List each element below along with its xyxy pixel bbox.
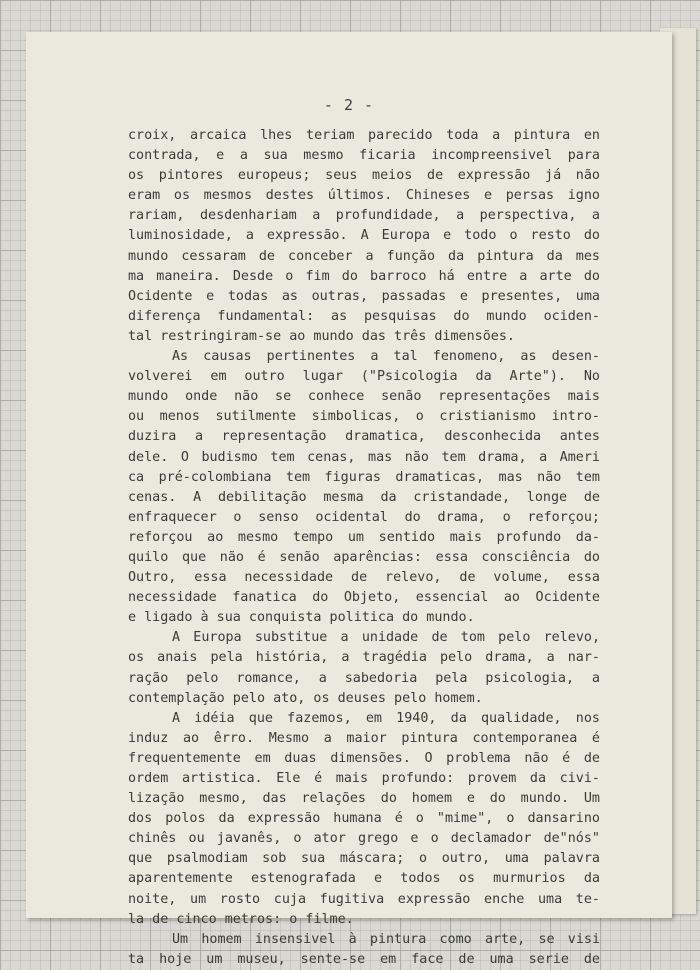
text-line: induz ao êrro. Mesmo a maior pintura contemporanea é — [128, 730, 600, 746]
text-line: croix, arcaica lhes teriam parecido toda a pintura en — [128, 128, 600, 143]
paragraph — [128, 709, 600, 930]
text-line: ração pelo romance, a sabedoria pela psicologia, a — [128, 670, 600, 686]
text-line: enfraquecer o senso ocidental do drama, o reforçou; — [128, 509, 600, 525]
text-line: ta hoje um museu, sente-se em face de uma serie de — [128, 951, 600, 967]
text-line: necessidade fanatica do Objeto, essencial ao Ocidente — [128, 590, 600, 606]
text-line: ca pré-colombiana tem figuras dramaticas, mas não tem — [128, 469, 600, 485]
text-line: A Europa substitue a unidade de tom pelo relevo, — [172, 630, 600, 646]
paragraph — [128, 347, 600, 628]
text-line: cenas. A debilitação mesma da cristandade, longe de — [128, 489, 600, 505]
text-line: mundo cessaram de conceber a função da pintura da mes — [128, 248, 600, 264]
text-line: dos polos da expressão humana é o "mime", o dansarino — [128, 811, 600, 827]
text-line: chinês ou javanês, o ator grego e o declamador de"nós" — [128, 831, 600, 847]
text-line: eram os mesmos destes últimos. Chineses e persas igno — [128, 188, 600, 204]
body-text — [128, 126, 600, 970]
text-line: A idéia que fazemos, em 1940, da qualidade, nos — [172, 710, 600, 726]
text-line: e ligado à sua conquista politica do mundo. — [128, 610, 475, 626]
text-line: reforçou ao mesmo tempo um sentido mais profundo da- — [128, 529, 600, 545]
text-line: quilo que não é senão aparências: essa consciência do — [128, 549, 600, 565]
text-line: mundo onde não se conhece senão representações mais — [128, 389, 600, 405]
text-line: diferença fundamental: as pesquisas do mundo ociden- — [128, 308, 600, 324]
text-line: lização mesmo, das relações do homem e do mundo. Um — [128, 791, 600, 807]
text-line: noite, um rosto cuja fugitiva expressão enche uma te- — [128, 891, 600, 907]
text-line: frequentemente em duas dimensões. O problema não é de — [128, 750, 600, 766]
text-line: ou menos sutilmente simbolicas, o cristianismo intro- — [128, 409, 600, 425]
text-line: ma maneira. Desde o fim do barroco há entre a arte do — [128, 268, 600, 284]
paragraph — [128, 628, 600, 708]
page-number: - 2 - — [323, 96, 375, 114]
text-line: la de cinco metros: o filme. — [128, 911, 354, 927]
text-line: dele. O budismo tem cenas, mas não tem drama, a Ameri — [128, 449, 600, 465]
text-line: aparentemente estenografada e todos os murmurios da — [128, 871, 600, 887]
text-line: Um homem insensivel à pintura como arte, se visi — [172, 931, 600, 947]
text-line: tal restringiram-se ao mundo das três dimensões. — [128, 328, 515, 344]
text-line: As causas pertinentes a tal fenomeno, as desen- — [172, 349, 600, 365]
paragraph — [128, 930, 600, 970]
text-line: duzira a representação dramatica, desconhecida antes — [128, 429, 600, 445]
paragraph — [128, 126, 600, 347]
text-line: ordem artistica. Ele é mais profundo: provem da civi- — [128, 771, 600, 786]
text-line: contemplação pelo ato, os deuses pelo homem. — [128, 690, 483, 706]
text-line: rariam, desdenhariam a profundidade, a perspectiva, a — [128, 208, 600, 224]
text-line: que psalmodiam sob sua máscara; o outro, uma palavra — [128, 851, 600, 867]
text-line: os anais pela história, a tragédia pelo drama, a nar- — [128, 650, 600, 666]
text-line: Ocidente e todas as outras, passadas e presentes, uma — [128, 288, 600, 304]
text-line: os pintores europeus; seus meios de expressão já não — [128, 168, 600, 184]
text-line: volverei em outro lugar ("Psicologia da Arte"). No — [128, 369, 600, 385]
document-page — [26, 32, 672, 967]
text-line: contrada, e a sua mesmo ficaria incompreensivel para — [128, 148, 600, 164]
text-line: Outro, essa necessidade de relevo, de volume, essa — [128, 570, 600, 586]
text-line: luminosidade, a expressão. A Europa e todo o resto do — [128, 228, 600, 244]
